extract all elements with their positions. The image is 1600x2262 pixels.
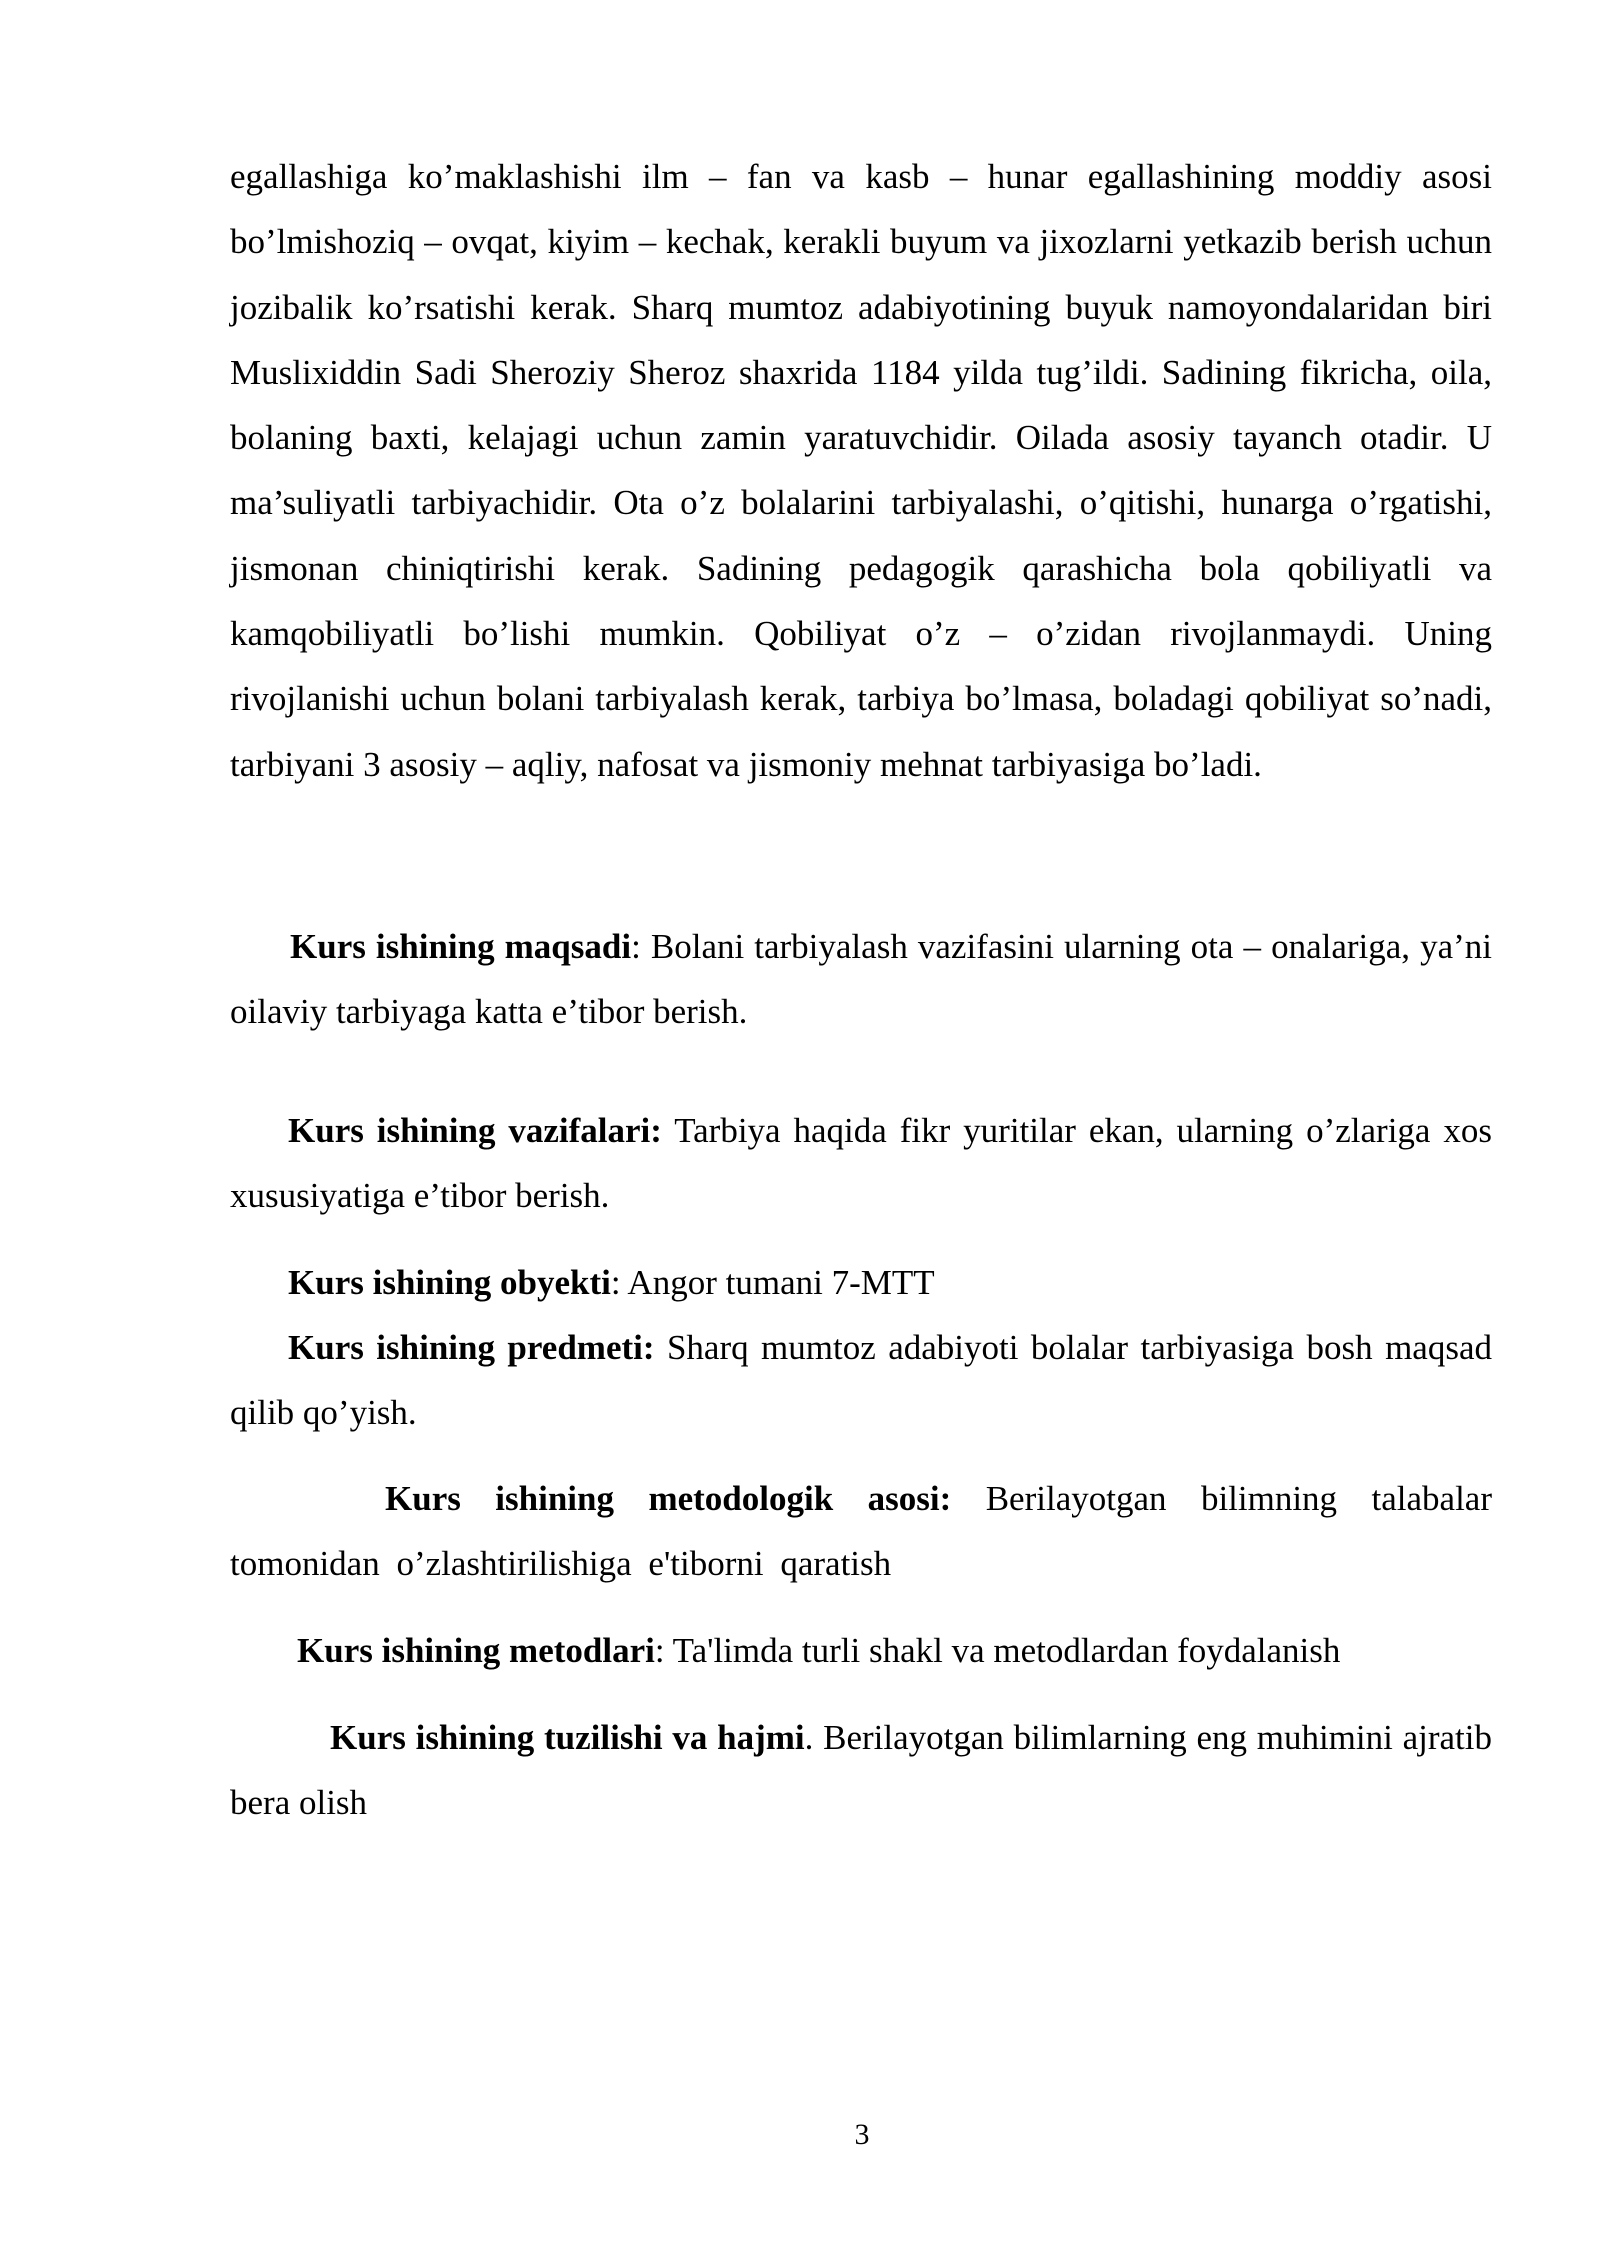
goal-label: Kurs ishining maqsadi xyxy=(290,927,632,966)
goal-text: : Bolani tarbiyalash vazifasini ularning ota – onalariga, ya’ni oilaviy tarbiyaga katta e’tibor berish. xyxy=(230,927,1492,1032)
subject-paragraph xyxy=(230,1315,1492,1446)
object-text: : Angor tumani 7-MTT xyxy=(610,1263,935,1302)
tasks-text: Tarbiya haqida fikr yuritilar ekan, ularning o’zlariga xos xususiyatiga e’tibor berish. xyxy=(230,1111,1492,1216)
subject-label: Kurs ishining predmeti: xyxy=(288,1328,655,1367)
method-basis-paragraph xyxy=(230,1466,1492,1597)
subject-text: Sharq mumtoz adabiyoti bolalar tarbiyasiga bosh maqsad qilib qo’yish. xyxy=(230,1328,1492,1433)
method-basis-text: Berilayotgan bilimning talabalar tomonidan o’zlashtirilishiga e'tiborni qaratish xyxy=(230,1479,1492,1584)
tasks-label: Kurs ishining vazifalari: xyxy=(288,1111,662,1150)
structure-text: . Berilayotgan bilimlarning eng muhimini ajratib bera olish xyxy=(230,1718,1492,1823)
methods-text: : Ta'limda turli shakl va metodlardan foydalanish xyxy=(654,1631,1341,1670)
method-basis-label: Kurs ishining metodologik asosi: xyxy=(385,1479,952,1518)
object-label: Kurs ishining obyekti xyxy=(288,1263,611,1302)
tasks-paragraph xyxy=(230,1098,1492,1229)
structure-label: Kurs ishining tuzilishi va hajmi xyxy=(330,1718,805,1757)
intro-paragraph: egallashiga ko’maklashishi ilm – fan va kasb – hunar egallashining moddiy asosi bo’lmishoziq – ovqat, kiyim – kechak, kerakli buyum va jixozlarni yetkazib berish uchun jozibalik ko’rsatishi kerak. Sharq mumtoz adabiyotining buyuk namoyondalaridan biri Muslixiddin Sadi Sheroziy Sheroz shaxrida 1184 yilda tug’ildi. Sadining fikricha, oila, bolaning baxti, kelajagi uchun zamin yaratuvchidir. Oilada asosiy tayanch otadir. U ma’suliyatli tarbiyachidir. Ota o’z bolalarini tarbiyalashi, o’qitishi, hunarga o’rgatishi, jismonan chiniqtirishi kerak. Sadining pedagogik qarashicha bola qobiliyatli va kamqobiliyatli bo’lishi mumkin. Qobiliyat o’z – o’zidan rivojlanmaydi. Uning rivojlanishi uchun bolani tarbiyalash kerak, tarbiya bo’lmasa, boladagi qobiliyat so’nadi, tarbiyani 3 asosiy – aqliy, nafosat va jismoniy mehnat tarbiyasiga bo’ladi. xyxy=(230,157,1492,784)
goal-paragraph xyxy=(230,914,1492,1045)
page-number: 3 xyxy=(854,2118,870,2151)
methods-paragraph xyxy=(230,1618,1492,1683)
structure-paragraph xyxy=(230,1705,1492,1836)
object-paragraph xyxy=(230,1250,1492,1315)
methods-label: Kurs ishining metodlari xyxy=(297,1631,655,1670)
